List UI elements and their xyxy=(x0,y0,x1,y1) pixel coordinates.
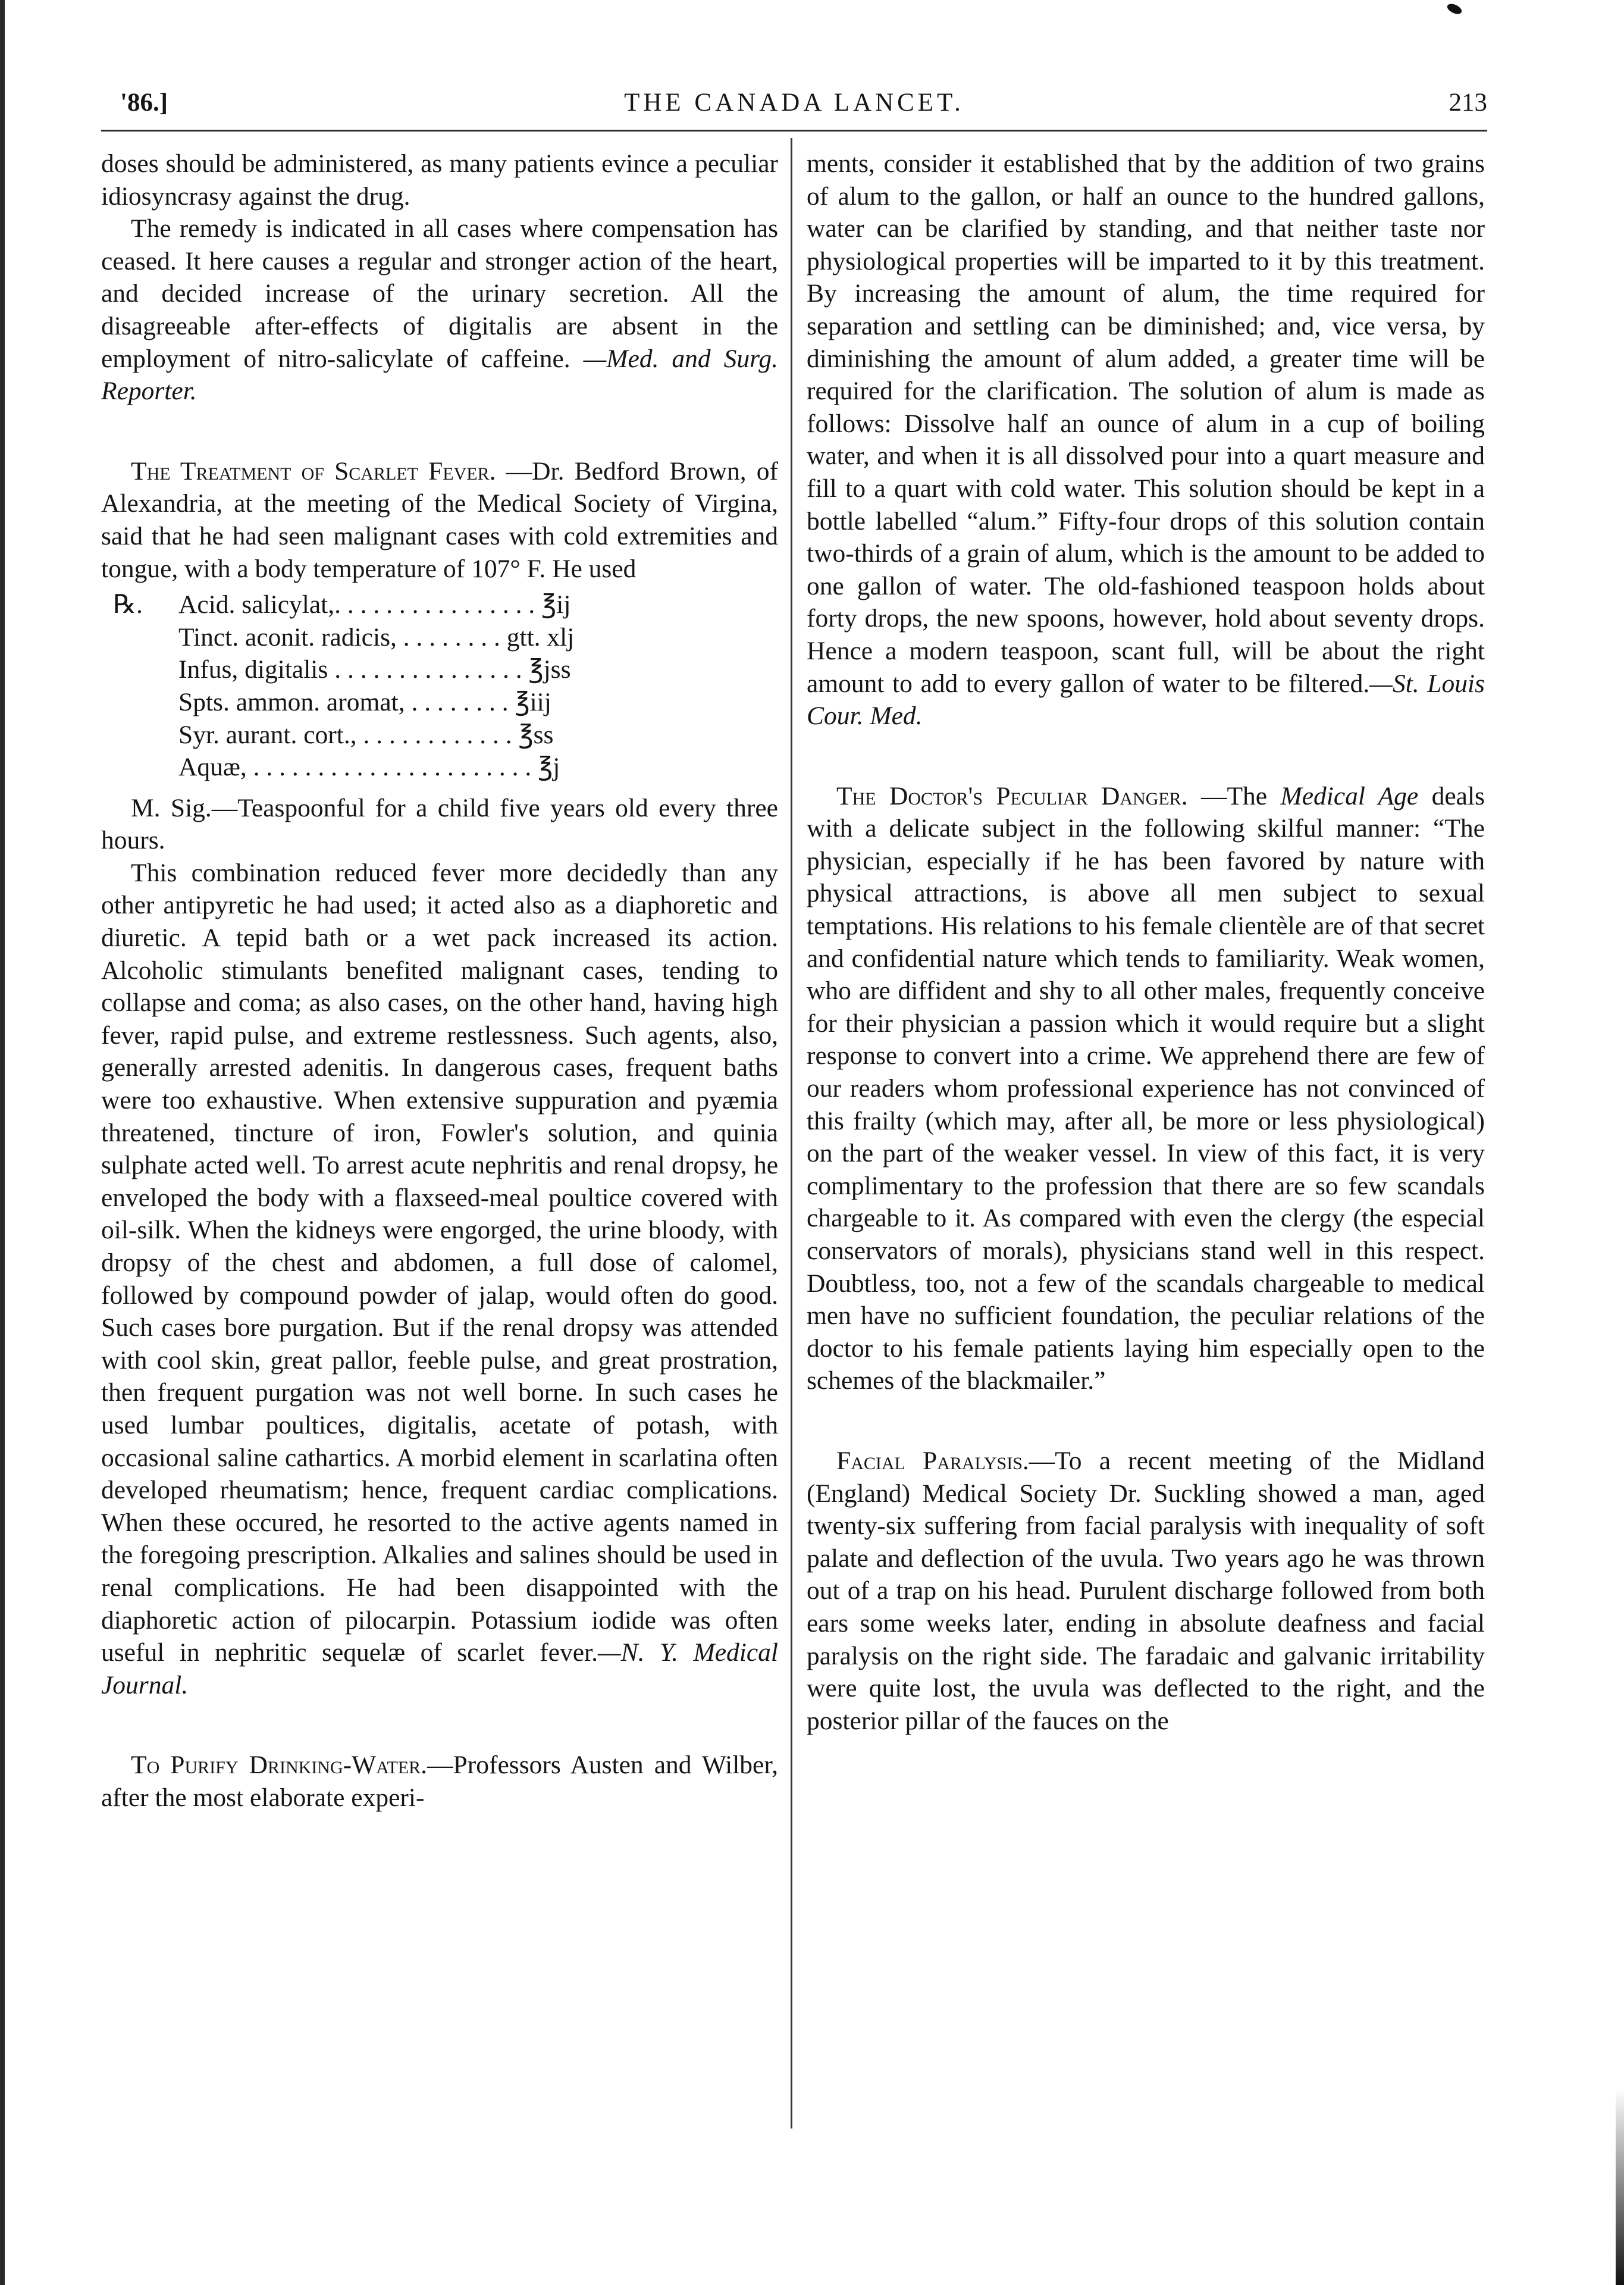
article-intro: —Professors Austen and Wilber, after the most elaborate experi- xyxy=(101,1751,778,1812)
right-column xyxy=(807,148,1485,1737)
remedy-text: The remedy is indicated in all cases where compensation has ceased. It here causes a regular and stronger action of the heart, and decided increase of the urinary secretion. All the disagreeable after-effects of digitalis are absent in the employment of nitro-salicylate of caffeine. xyxy=(101,214,778,373)
article-title: The Doctor's Peculiar Danger. xyxy=(836,781,1188,810)
paragraph-scarlet-body xyxy=(101,857,778,1701)
prescription-line: Spts. ammon. aromat, . . . . . . . . ℥iij xyxy=(178,687,551,716)
source-citation: —Med. and Surg. Reporter. xyxy=(101,344,779,406)
prescription-line: Syr. aurant. cort., . . . . . . . . . . . . ℥ss xyxy=(178,720,554,749)
paragraph-remedy xyxy=(101,212,778,408)
scan-corner-shadow xyxy=(1616,2089,1624,2285)
paragraph-water-continued xyxy=(807,148,1485,733)
article-drinking-water xyxy=(101,1749,778,1814)
article-title: To Purify Drinking-Water. xyxy=(131,1751,428,1780)
page-number: 213 xyxy=(1449,89,1487,117)
article-intro: —Dr. Bedford Brown, of Alexandria, at the meeting of the Medical Society of Virgina, said that he had seen malignant cases with cold extremities and tongue, with a body temperature of 107° F. He used xyxy=(101,456,778,583)
paragraph-digitalis-dose: doses should be administered, as many patients evince a peculiar idiosyncrasy against the drug. xyxy=(101,149,778,211)
prescription-line: ℞. Acid. salicylat,. . . . . . . . . . . . . . . . ℥ij xyxy=(178,589,778,621)
column-divider xyxy=(791,138,792,2129)
running-header xyxy=(101,88,1487,125)
prescription-line: Aquæ, . . . . . . . . . . . . . . . . . . . . . . ℥j xyxy=(178,753,560,782)
recipe-symbol: ℞. xyxy=(113,590,143,619)
prescription-signature: M. Sig.—Teaspoonful for a child five years old every three hours. xyxy=(101,793,778,855)
header-rule xyxy=(101,130,1487,132)
prescription-line: Tinct. aconit. radicis, . . . . . . . . gtt. xlj xyxy=(178,622,575,652)
prescription-line: Infus, digitalis . . . . . . . . . . . . . . . ℥jss xyxy=(178,655,571,684)
article-doctors-danger: The Doctor's Peculiar Danger. —The Medical Age deals with a delicate subject in the following skilful manner: “The physician, especially if he has been favored by nature with physical attractions, is above all men subject to sexual temptations. His relations to his female clientèle are of that secret and confidential nature which tends to familiarity. Weak women, who are diffident and shy to all other males, frequently conceive for their physician a passion which it would require but a slight response to convert into a crime. We apprehend there are few of our readers whom professional experience has not convinced of this frailty (which may, after all, be more or less physiological) on the part of the weaker vessel. In view of this fact, it is very complimentary to the profession that there are so few scandals chargeable to it. As compared with even the clergy (the especial conservators of morals), physicians stand well in this respect. Doubtless, too, not a few of the scandals chargeable to medical men have no sufficient foundation, the peculiar relations of the doctor to his female patients laying him especially open to the schemes of the blackmailer.” xyxy=(807,781,1485,1395)
scan-left-edge xyxy=(0,0,5,2285)
source-citation: —N. Y. Medical Journal. xyxy=(101,1638,778,1699)
article-scarlet-fever xyxy=(101,455,778,585)
source-citation: —St. Louis Cour. Med. xyxy=(807,669,1485,731)
left-column xyxy=(101,148,778,1814)
article-facial-paralysis xyxy=(807,1445,1485,1737)
header-year: '86.] xyxy=(120,89,168,117)
doctor-body-text: deals with a delicate subject in the following skilful manner: “The physician, especially if he has been favored by nature with physical attractions, is above all men subject to sexual temptations. His relations to his female clientèle are of that secret and confidential nature which tends to familiarity. Weak women, who are diffident and shy to all other males, frequently conceive for their physician a passion which it would require but a slight response to convert into a crime. We apprehend there are few of our readers whom professional experience has not convinced of this frailty (which may, after all, be more or less physiological) on the part of the weaker vessel. In view of this fact, it is very complimentary to the profession that there are so few scandals chargeable to it. As compared with even the clergy (the especial conservators of morals), physicians stand well in this respect. Doubtless, too, not a few of the scandals chargeable to medical men have no sufficient foundation, the peculiar relations of the doctor to his female patients laying him especially open to the schemes of the blackmailer.” xyxy=(807,781,1485,1395)
water-body-text: ments, consider it established that by the addition of two grains of alum to the gallon, or half an ounce to the hundred gallons, water can be clarified by standing, and that neither taste nor physiological properties will be imparted to it by this treatment. By increasing the amount of alum, the time required for separation and settling can be diminished; and, vice versa, by diminishing the amount of alum added, a greater time will be required for the clarification. The solution of alum is made as follows: Dissolve half an ounce of alum in a cup of boiling water, and when it is all dissolved pour into a quart measure and fill to a quart with cold water. This solution should be kept in a bottle labelled “alum.” Fifty-four drops of this solution contain two-thirds of a grain of alum, which is the amount to be added to one gallon of water. The old-fashioned teaspoon holds about forty drops, the new spoons, however, hold about seventy drops. Hence a modern teaspoon, scant full, will be about the right amount to add to every gallon of water to be filtered. xyxy=(807,149,1485,698)
prescription xyxy=(113,589,778,784)
article-title: The Treatment of Scarlet Fever. xyxy=(131,456,496,486)
scan-speck xyxy=(1446,2,1463,16)
journal-name: Medical Age xyxy=(1280,781,1419,810)
journal-title: THE CANADA LANCET. xyxy=(624,89,964,117)
article-title: Facial Paralysis. xyxy=(836,1446,1029,1475)
scarlet-body-text: This combination reduced fever more decidedly than any other antipyretic he had used; it acted also as a diaphoretic and diuretic. A tepid bath or a wet pack increased its action. Alcoholic stimulants benefited malignant cases, tending to collapse and coma; as also cases, on the other hand, having high fever, rapid pulse, and extreme restlessness. Such agents, also, generally arrested adenitis. In dangerous cases, frequent baths were too exhaustive. When extensive suppuration and pyæmia threatened, tincture of iron, Fowler's solution, and quinia sulphate acted well. To arrest acute nephritis and renal dropsy, he enveloped the body with a flaxseed-meal poultice covered with oil-silk. When the kidneys were engorged, the urine bloody, with dropsy of the chest and abdomen, a full dose of calomel, followed by compound powder of jalap, would often do good. Such cases bore purgation. But if the renal dropsy was attended with cool skin, great pallor, feeble pulse, and great prostration, then frequent purgation was not well borne. In such cases he used lumbar poultices, digitalis, acetate of potash, with occasional saline cathartics. A morbid element in scarlatina often developed rheumatism; hence, frequent cardiac complications. When these occured, he resorted to the active agents named in the foregoing prescription. Alkalies and salines should be used in renal complications. He had been disappointed with the diaphoretic action of pilocarpin. Potassium iodide was often useful in nephritic sequelæ of scarlet fever. xyxy=(101,858,778,1667)
facial-body-text: —To a recent meeting of the Midland (England) Medical Society Dr. Suckling showed a man, aged twenty-six suffering from facial paralysis with inequality of soft palate and deflection of the uvula. Two years ago he was thrown out of a trap on his head. Purulent discharge followed from both ears some weeks later, ending in absolute deafness and facial paralysis on the right side. The faradaic and galvanic irritability were quite lost, the uvula was deflected to the right, and the posterior pillar of the fauces on the xyxy=(807,1446,1485,1735)
